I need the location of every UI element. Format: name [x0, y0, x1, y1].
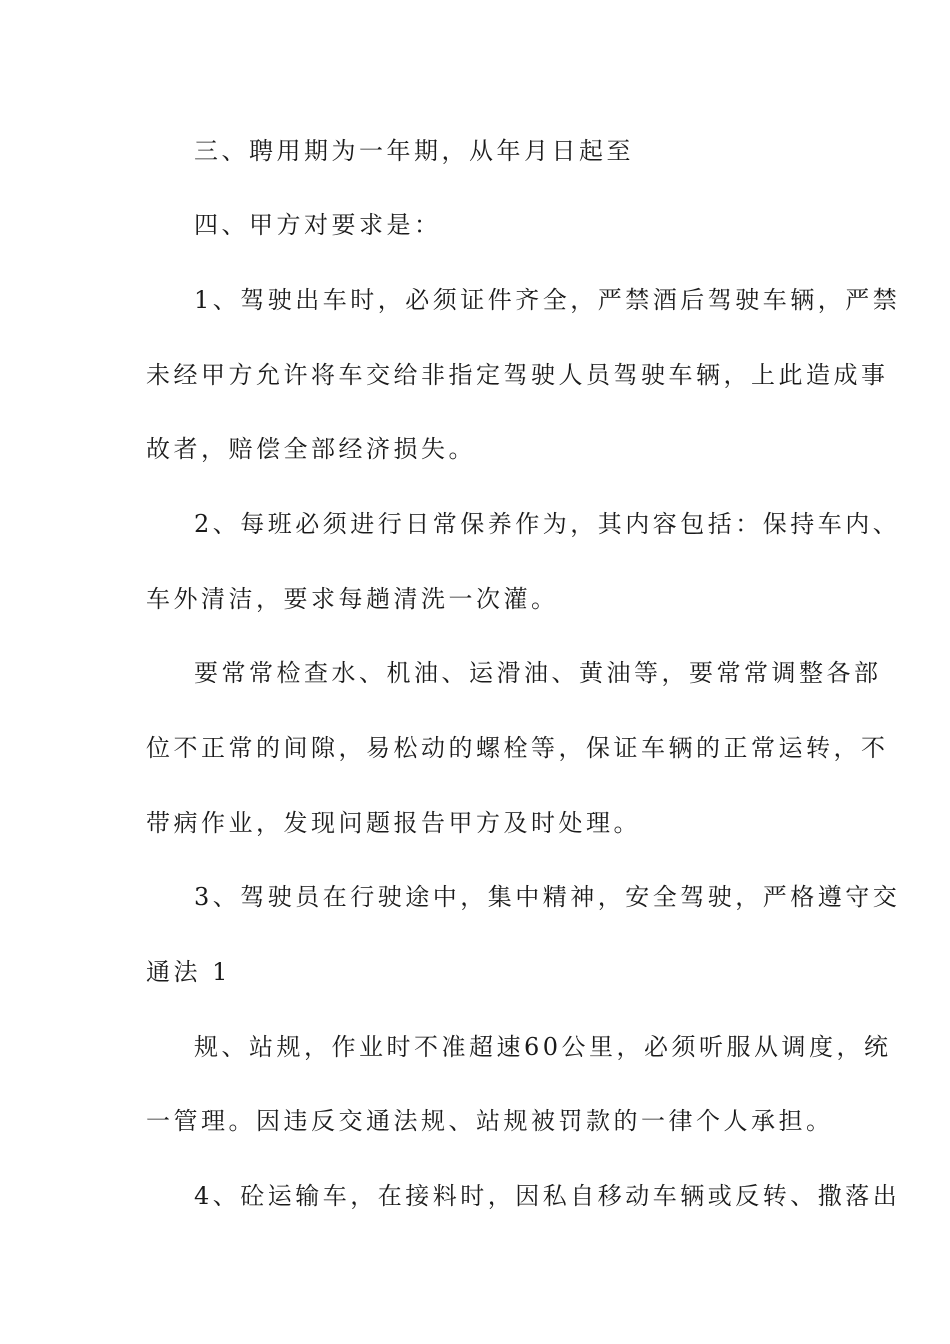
- item-1-line-2: 未经甲方允许将车交给非指定驾驶人员驾驶车辆，上此造成事: [146, 361, 889, 389]
- maintenance-paragraph-line-2: 位不正常的间隙，易松动的螺栓等，保证车辆的正常运转，不: [146, 734, 889, 762]
- item-2-line-2: 车外清洁，要求每趟清洗一次灌。: [146, 585, 559, 613]
- item-3-line-2: 通法 1: [146, 958, 231, 986]
- clause-3-employment-period: 三、聘用期为一年期，从年月日起至: [194, 137, 634, 165]
- item-1-line-1: 1、驾驶出车时，必须证件齐全，严禁酒后驾驶车辆，严禁: [194, 286, 901, 314]
- item-2-line-1: 2、每班必须进行日常保养作为，其内容包括：保持车内、: [194, 510, 901, 538]
- maintenance-paragraph-line-3: 带病作业，发现问题报告甲方及时处理。: [146, 809, 641, 837]
- item-3-line-1: 3、驾驶员在行驶途中，集中精神，安全驾驶，严格遵守交: [194, 883, 901, 911]
- item-1-line-3: 故者，赔偿全部经济损失。: [146, 435, 476, 463]
- traffic-rules-line-2: 一管理。因违反交通法规、站规被罚款的一律个人承担。: [146, 1107, 834, 1135]
- clause-4-heading: 四、甲方对要求是：: [194, 211, 442, 239]
- maintenance-paragraph-line-1: 要常常检查水、机油、运滑油、黄油等，要常常调整各部: [194, 659, 882, 687]
- item-4-line-1: 4、砼运输车，在接料时，因私自移动车辆或反转、撒落出: [194, 1182, 901, 1210]
- traffic-rules-line-1: 规、站规，作业时不准超速60公里，必须听服从调度，统: [194, 1033, 892, 1061]
